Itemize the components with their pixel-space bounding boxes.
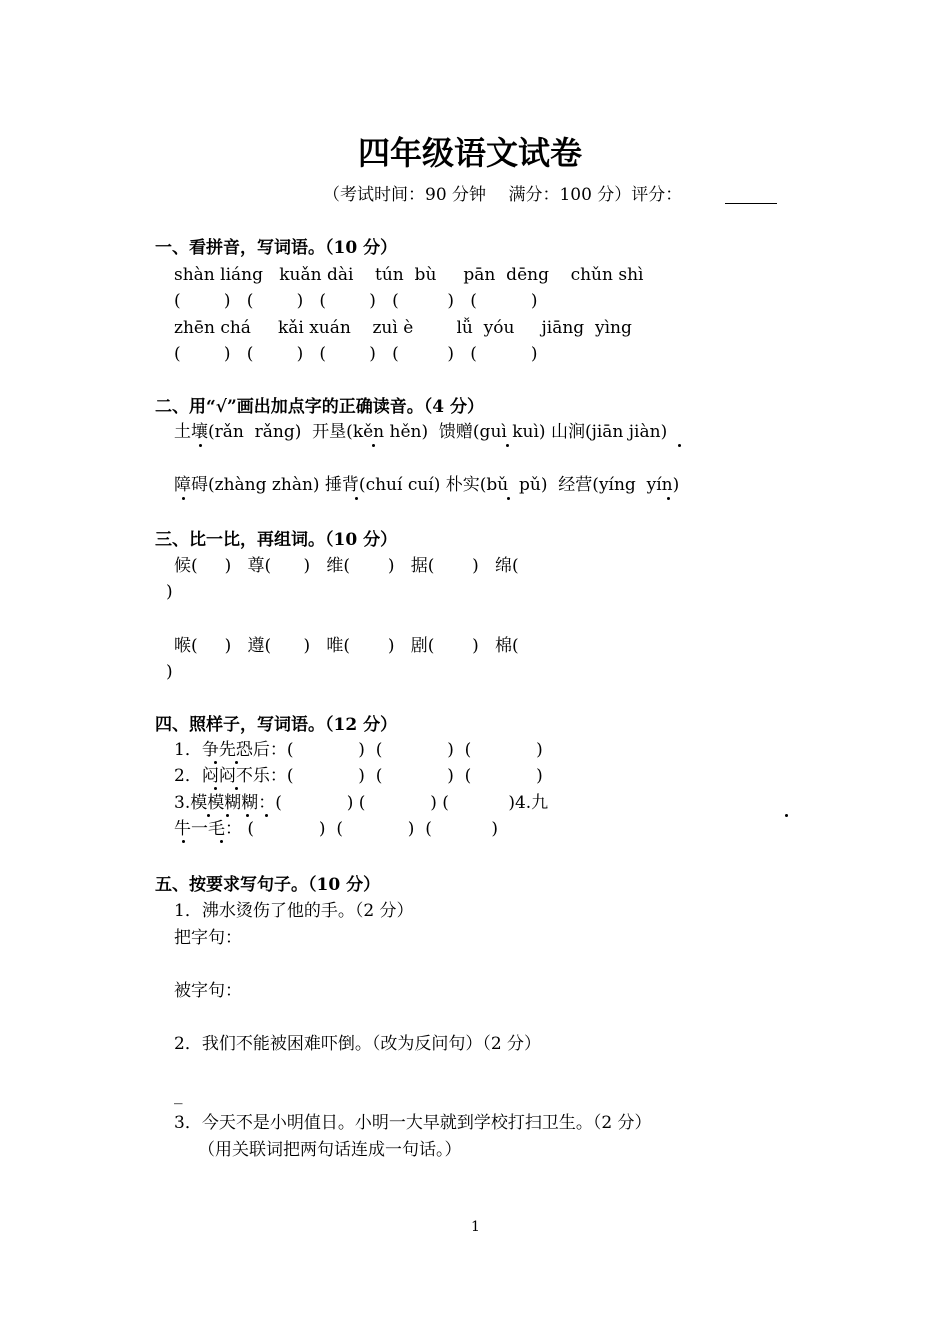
emphasis-dot <box>667 497 670 500</box>
s1-pinyin-row-2: zhēn chá kǎi xuán zuì è lǚ yóu jiāng yìng <box>174 318 632 338</box>
page-title: 四年级语文试卷 <box>358 134 583 172</box>
section-3-heading: 三、比一比，再组词。（10 分） <box>155 530 398 550</box>
emphasis-dot <box>506 444 509 447</box>
section-5-heading: 五、按要求写句子。（10 分） <box>155 875 381 895</box>
s3-row-1[interactable]: 候( ) 尊( ) 维( ) 据( ) 绵( <box>174 556 519 576</box>
section-2-heading: 二、用“√”画出加点字的正确读音。（4 分） <box>155 397 484 417</box>
s3-row-2-tail: ) <box>166 662 173 682</box>
emphasis-dot <box>220 840 223 843</box>
s5-ba-sentence-label[interactable]: 把字句： <box>174 928 242 948</box>
s4-row-3[interactable]: 3.模模糊糊：( ) ( ) ( )4.九 <box>174 793 549 813</box>
emphasis-dot <box>265 814 268 817</box>
emphasis-dot <box>246 814 249 817</box>
emphasis-dot <box>785 814 788 817</box>
score-blank[interactable] <box>725 202 777 204</box>
s5-question-1: 1．沸水烫伤了他的手。（2 分） <box>174 901 414 921</box>
emphasis-dot <box>355 497 358 500</box>
emphasis-dot <box>235 761 238 764</box>
s5-answer-mark[interactable]: _ <box>174 1085 183 1105</box>
s2-row-1[interactable]: 土壤(rǎn rǎng) 开垦(kěn hěn) 馈赠(guì kuì) 山涧(jiān jiàn) <box>174 422 668 442</box>
s4-row-1[interactable]: 1．争先恐后：( ) ( ) ( ) <box>174 740 543 760</box>
s5-question-2: 2．我们不能被困难吓倒。（改为反问句）（2 分） <box>174 1034 542 1054</box>
s1-answer-row-1[interactable]: ( ) ( ) ( ) ( ) ( ) <box>174 291 538 311</box>
s2-row-2[interactable]: 障碍(zhàng zhàn) 捶背(chuí cuí) 朴实(bǔ pǔ) 经营(yíng yín) <box>174 475 680 495</box>
emphasis-dot <box>207 814 210 817</box>
emphasis-dot <box>182 840 185 843</box>
section-4-heading: 四、照样子，写词语。（12 分） <box>155 715 398 735</box>
s4-row-4[interactable]: 牛一毛： ( ) ( ) ( ) <box>174 819 498 839</box>
s3-row-1-tail: ) <box>166 582 173 602</box>
emphasis-dot <box>235 787 238 790</box>
emphasis-dot <box>226 814 229 817</box>
page-number: 1 <box>471 1219 480 1235</box>
emphasis-dot <box>507 497 510 500</box>
s4-row-2[interactable]: 2．闷闷不乐：( ) ( ) ( ) <box>174 766 543 786</box>
emphasis-dot <box>199 444 202 447</box>
emphasis-dot <box>182 497 185 500</box>
s5-bei-sentence-label[interactable]: 被字句： <box>174 981 242 1001</box>
emphasis-dot <box>214 761 217 764</box>
emphasis-dot <box>372 444 375 447</box>
s1-pinyin-row-1: shàn liáng kuǎn dài tún bù pān dēng chǔn shì <box>174 265 644 285</box>
emphasis-dot <box>214 787 217 790</box>
section-1-heading: 一、看拼音，写词语。（10 分） <box>155 238 398 258</box>
emphasis-dot <box>678 444 681 447</box>
exam-info: （考试时间：90 分钟 满分：100 分）评分： <box>323 185 683 205</box>
s5-question-3-note: （用关联词把两句话连成一句话。） <box>198 1140 462 1160</box>
s5-question-3: 3．今天不是小明值日。小明一大早就到学校打扫卫生。（2 分） <box>174 1113 652 1133</box>
s3-row-2[interactable]: 喉( ) 遵( ) 唯( ) 剧( ) 棉( <box>174 636 519 656</box>
s1-answer-row-2[interactable]: ( ) ( ) ( ) ( ) ( ) <box>174 344 538 364</box>
